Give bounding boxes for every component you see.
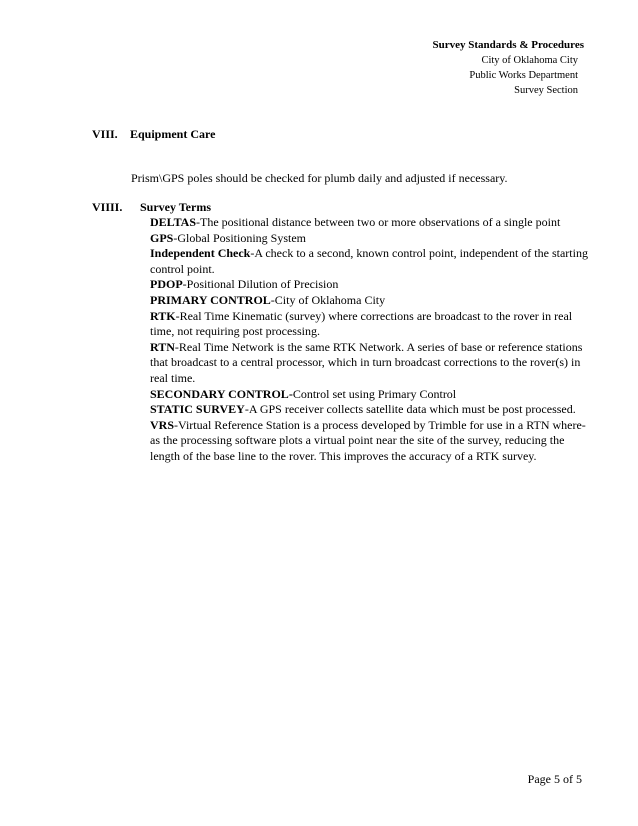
page-header	[433, 38, 584, 98]
term-definition: -Global Positioning System	[173, 230, 307, 245]
term-name: RTK	[150, 308, 176, 323]
term-name: Independent Check	[150, 246, 251, 261]
term-definition: -Positional Dilution of Precision	[182, 277, 339, 292]
term-name: RTN	[150, 339, 175, 354]
term-name: PDOP	[150, 277, 183, 292]
term-definition: -Virtual Reference Station is a process developed by Trimble for use in a RTN where-as the processing software plots a virtual point near the site of the survey, reducing the length of the base line to the rover. This improves the accuracy of a RTK survey.	[150, 417, 586, 463]
term-entry	[150, 309, 590, 340]
header-department: Public Works Department	[469, 70, 578, 81]
terms-list	[150, 215, 590, 465]
term-definition: -Real Time Kinematic (survey) where corrections are broadcast to the rover in real time, not requiring post processing.	[150, 308, 573, 339]
term-name: SECONDARY CONTROL-	[150, 386, 293, 401]
section-title: Survey Terms	[140, 200, 212, 214]
term-name: PRIMARY CONTROL	[150, 292, 271, 307]
term-entry	[150, 215, 590, 231]
term-entry	[150, 340, 590, 387]
term-name: STATIC SURVEY	[150, 402, 245, 417]
term-definition: -Real Time Network is the same RTK Network. A series of base or reference stations that broadcast to a central processor, which in turn broadcast corrections to the rover(s) in real time.	[150, 339, 583, 385]
term-entry	[150, 293, 590, 309]
equipment-care-text: Prism\GPS poles should be checked for plumb daily and adjusted if necessary.	[131, 171, 508, 185]
term-definition: -A check to a second, known control point, independent of the starting control point.	[150, 246, 588, 276]
term-definition: -A GPS receiver collects satellite data which must be post processed.	[244, 402, 576, 417]
term-entry	[150, 387, 590, 403]
term-definition: Control set using Primary Control	[292, 386, 457, 401]
term-entry	[150, 246, 590, 277]
section-equipment-care-heading	[92, 127, 215, 142]
section-survey-terms	[92, 199, 211, 215]
term-entry	[150, 231, 590, 247]
section-survey-terms-heading	[92, 199, 211, 215]
header-city: City of Oklahoma City	[481, 55, 578, 66]
term-definition: -The positional distance between two or more observations of a single point	[196, 215, 561, 229]
term-entry	[150, 277, 590, 293]
document-title: Survey Standards & Procedures	[432, 39, 584, 51]
page-number: Page 5 of 5	[527, 772, 582, 786]
term-entry	[150, 418, 590, 465]
term-name: GPS	[150, 230, 174, 245]
section-number: VIII.	[92, 127, 118, 141]
term-definition: -City of Oklahoma City	[270, 292, 386, 307]
header-section: Survey Section	[514, 85, 578, 96]
section-title: Equipment Care	[130, 127, 216, 141]
term-entry	[150, 402, 590, 418]
term-name: DELTAS	[150, 215, 197, 229]
section-number: VIIII.	[92, 200, 123, 214]
term-name: VRS	[150, 417, 175, 432]
